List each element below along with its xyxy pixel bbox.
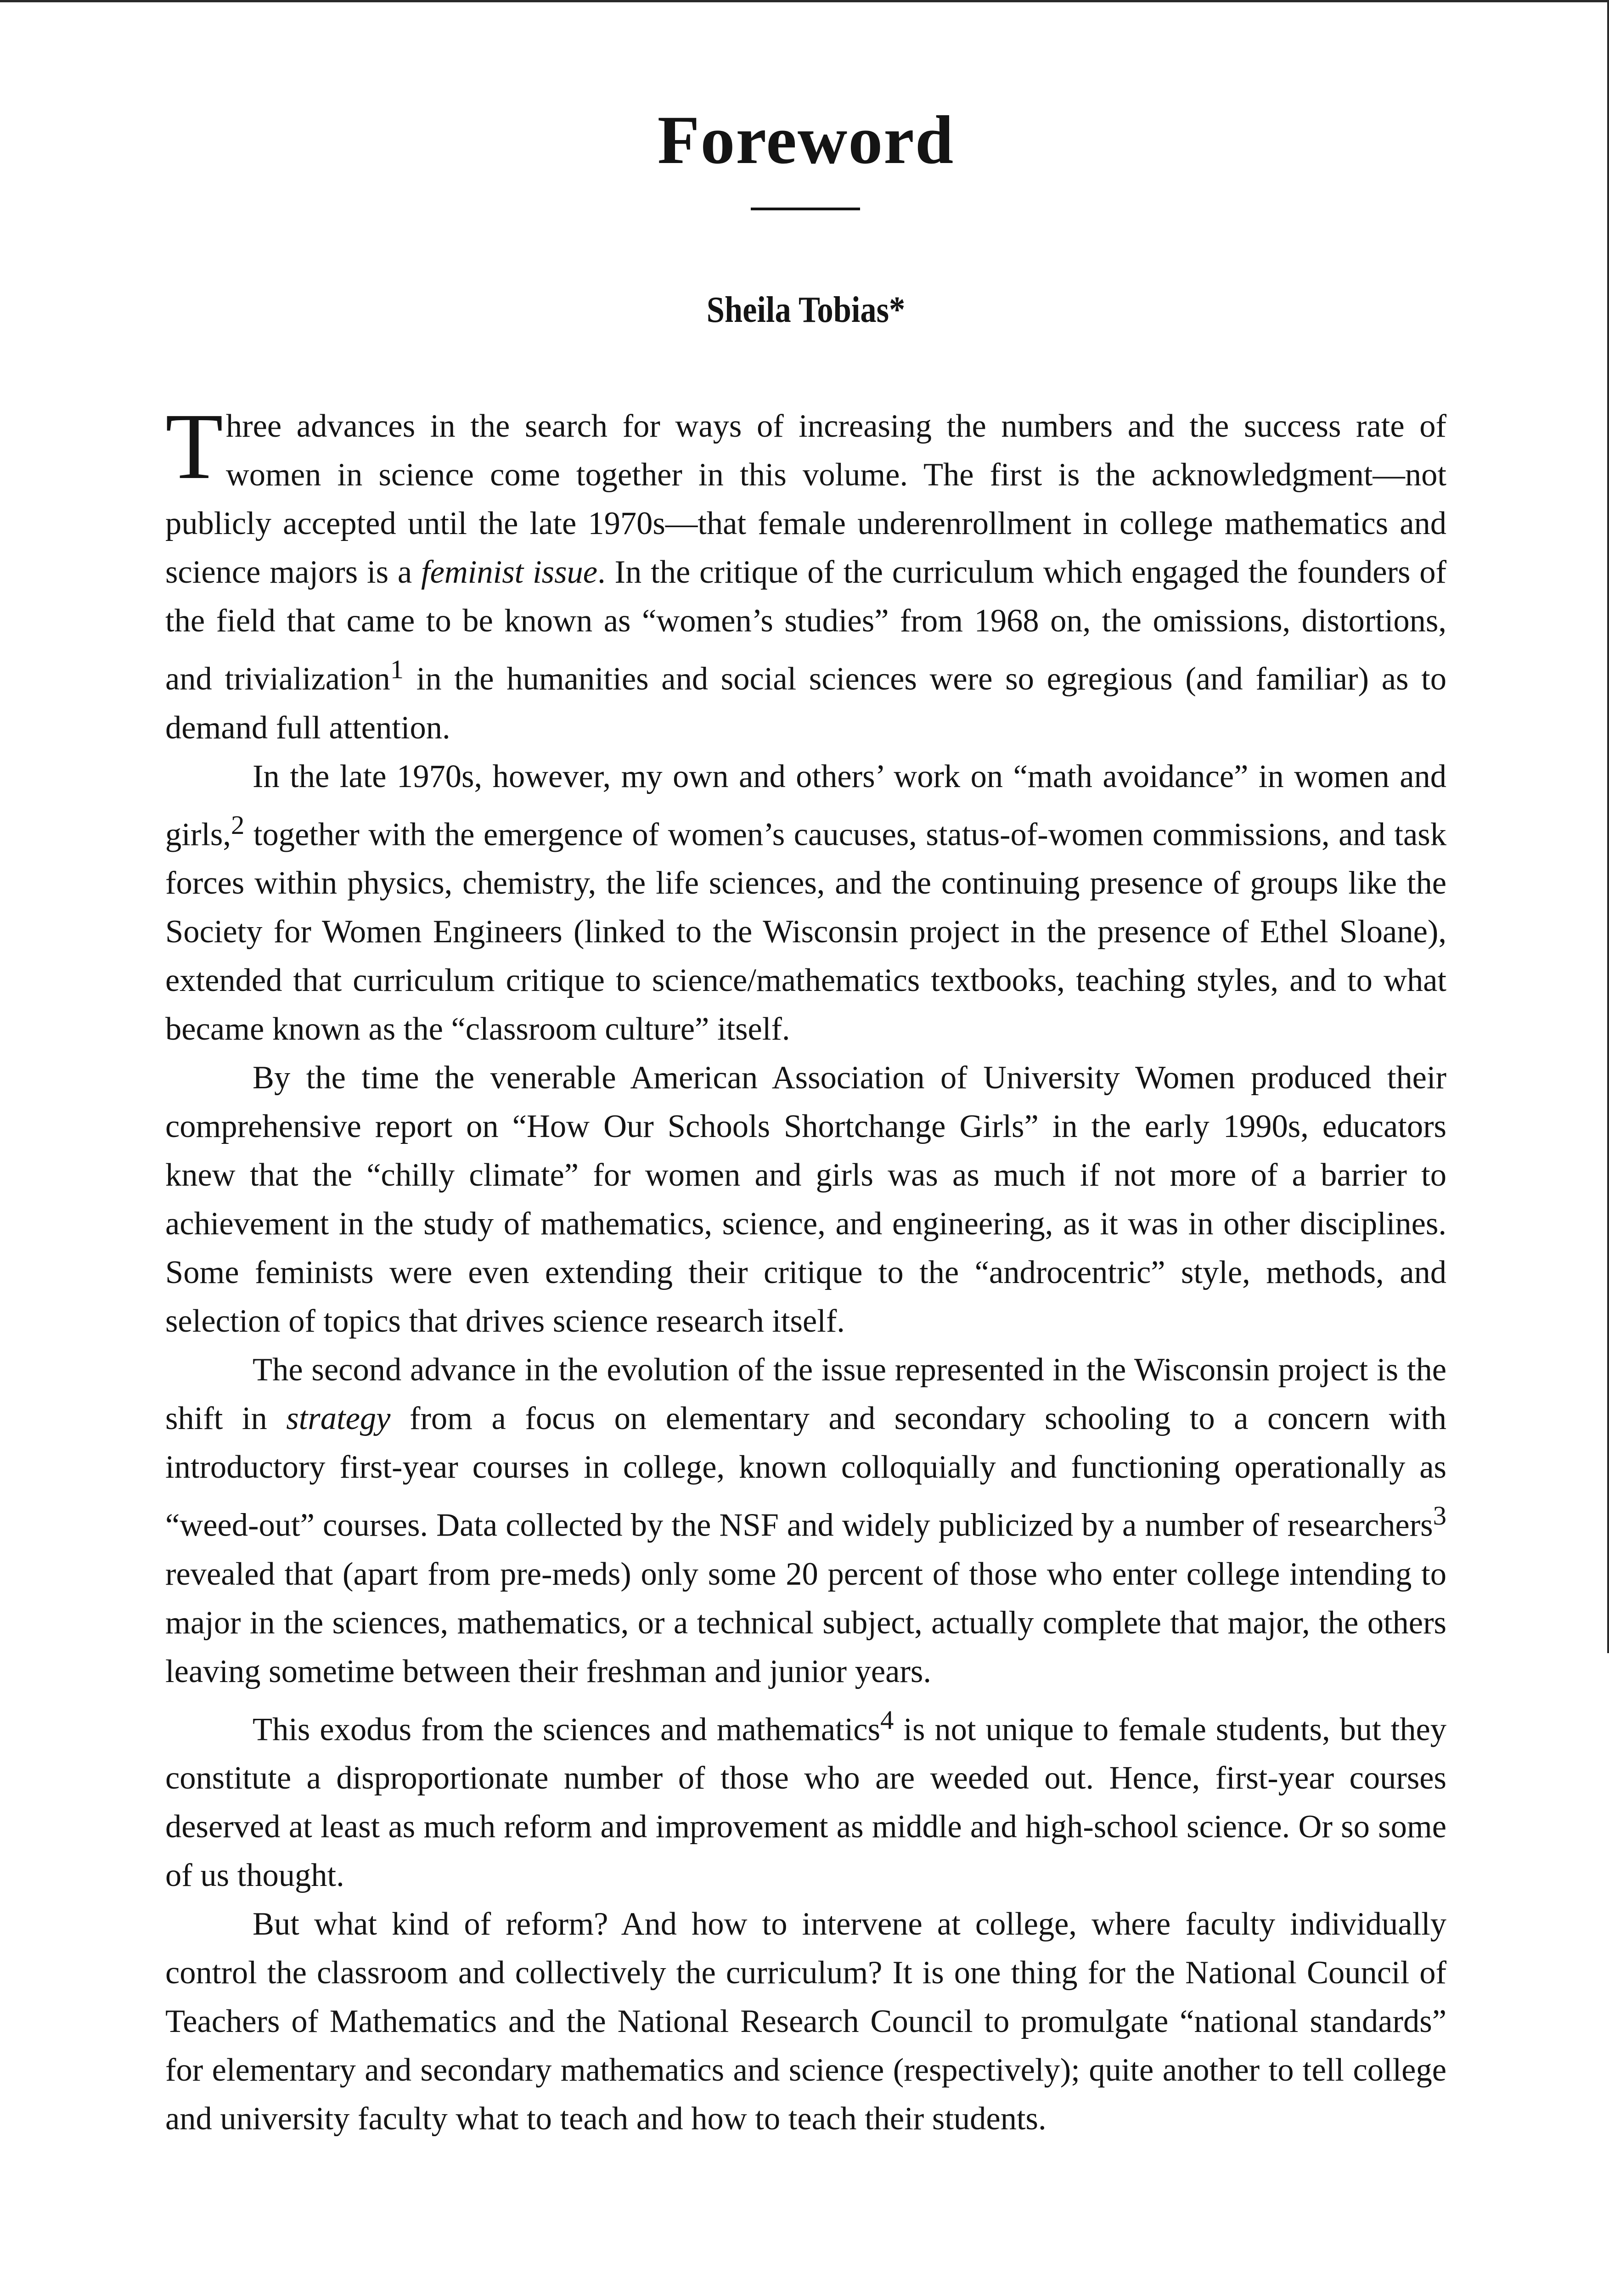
title-rule — [751, 208, 860, 210]
footnote-ref-4: 4 — [880, 1705, 894, 1735]
scan-edge-top — [0, 0, 1609, 2]
paragraph-4-text-b: from a focus on elementary and secondary schooling to a concern with introductory first-year courses in college, known colloquially and functioning operationally as “weed-out” courses. Data collected by the NSF and widely publicized by a number of researchers — [165, 1401, 1446, 1543]
body-text — [165, 394, 1447, 2143]
paragraph-6: But what kind of reform? And how to intervene at college, where faculty individually control the classroom and collectively the curriculum? It is one thing for the National Council of Teachers of Mathematics and the National Research Council to promulgate “national standards” for elementary and secondary mathematics and science (respectively); quite another to tell college and university faculty what to teach and how to teach their students. — [165, 1906, 1446, 2137]
paragraph-2-text-a: In the late 1970s, however, my own and others’ work on “math avoidance” in women and girls, — [165, 758, 1446, 852]
paragraph-1-text-a: hree advances in the search for ways of increasing the numbers and the success rate of women in science come together in this volume. The first is the acknowledgment—not publicly accepted until the late 1970s—that female underenrollment in college mathematics and science majors is a — [165, 408, 1446, 590]
paragraph-1-text-b: . In the critique of the curriculum which engaged the founders of the field that came to be known as “women’s studies” from 1968 on, the omissions, distortions, and trivialization — [165, 554, 1446, 697]
scan-edge-right — [1607, 0, 1609, 1653]
paragraph-4-emphasis: strategy — [286, 1401, 391, 1436]
paragraph-4-text-c: revealed that (apart from pre-meds) only some 20 percent of those who enter college intending to major in the sciences, mathematics, or a technical subject, actually complete that major, the others leaving sometime between their freshman and junior years. — [165, 1556, 1446, 1689]
paragraph-1-text-c: in the humanities and social sciences were so egregious (and familiar) as to demand full attention. — [165, 661, 1446, 746]
paragraph-5 — [165, 1696, 1446, 1900]
author-name: Sheila Tobias* — [706, 290, 906, 330]
footnote-ref-1: 1 — [390, 654, 404, 684]
paragraph-2 — [165, 752, 1446, 1054]
paragraph-4 — [165, 1345, 1446, 1696]
paragraph-2-text-b: together with the emergence of women’s caucuses, status-of-women commissions, and task forces within physics, chemistry, the life sciences, and the continuing presence of groups like the Society for Women Engineers (linked to the Wisconsin project in the presence of Ethel Sloane), extended that curriculum critique to science/mathematics textbooks, teaching styles, and to what became known as the “classroom culture” itself. — [165, 816, 1446, 1047]
paragraph-1 — [165, 394, 1446, 752]
drop-cap: T — [165, 394, 223, 499]
footnote-ref-2: 2 — [231, 810, 245, 840]
paragraph-5-text-b: is not unique to female students, but they constitute a disproportionate number of those who are weeded out. Hence, first-year courses deserved at least as much reform and improvement as middle and high-school science. Or so some of us thought. — [165, 1711, 1447, 1893]
paragraph-5-text-a: This exodus from the sciences and mathematics — [253, 1711, 881, 1747]
page-title: Foreword — [657, 102, 955, 178]
paragraph-4-text-a: The second advance in the evolution of the issue represented in the Wisconsin project is the shift in — [165, 1352, 1446, 1436]
paragraph-3: By the time the venerable American Association of University Women produced their comprehensive report on “How Our Schools Shortchange Girls” in the early 1990s, educators knew that the “chilly climate” for women and girls was as much if not more of a barrier to achievement in the study of mathematics, science, and engineering, as it was in other disciplines. Some feminists were even extending their critique to the “androcentric” style, methods, and selection of topics that drives science research itself. — [165, 1060, 1446, 1339]
footnote-ref-3: 3 — [1433, 1501, 1446, 1531]
paragraph-1-emphasis: feminist issue — [421, 554, 598, 590]
